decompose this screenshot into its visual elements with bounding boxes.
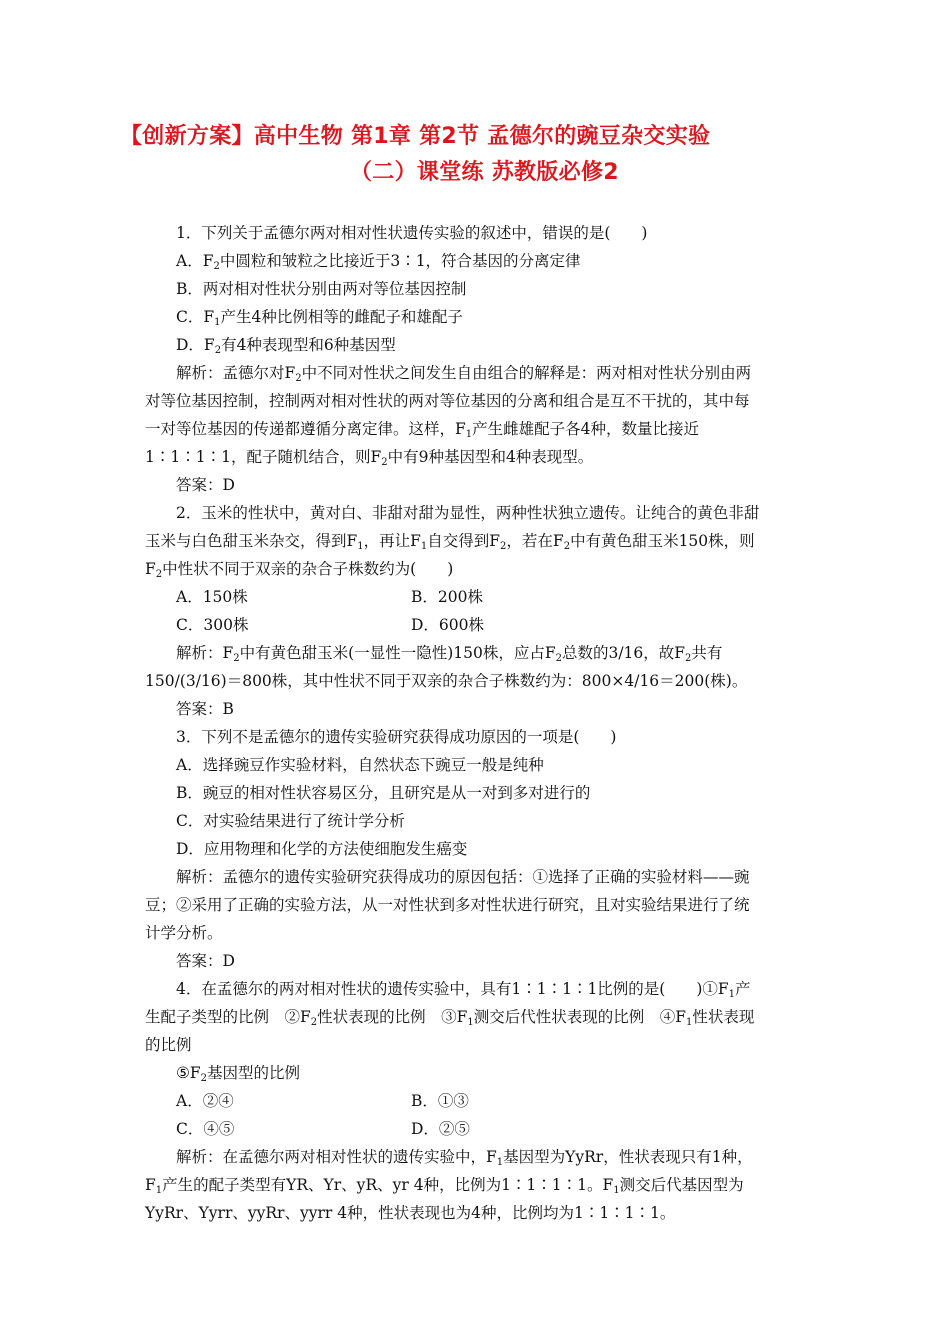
q2-options-row xyxy=(176,583,866,611)
q4-option-c: C．④⑤ xyxy=(176,1120,235,1138)
q4-option-a: A．②④ xyxy=(176,1092,234,1110)
q2-explanation-line: 解析：$F_2$中有黄色甜玉米(一显性一隐性)150株，应占$F_2$总数的3/16，故$F_2$共有 xyxy=(176,644,723,664)
q3-option-d: D．应用物理和化学的方法使细胞发生癌变 xyxy=(176,840,468,858)
q1-option-d: D．$F_2$有4种表现型和6种基因型 xyxy=(176,336,396,356)
q1-explanation-line: 对等位基因控制，控制两对相对性状的两对等位基因的分离和组合是互不干扰的，其中每 xyxy=(145,392,750,410)
q4-stem: $⑤F_2$基因型的比例 xyxy=(176,1064,301,1084)
q3-option-b: B．豌豆的相对性状容易区分，且研究是从一对到多对进行的 xyxy=(176,784,591,802)
q2-option-b: B．200株 xyxy=(411,588,483,606)
q1-answer: 答案：D xyxy=(176,476,235,494)
q4-options-row xyxy=(176,1115,866,1143)
q3-option-c: C．对实验结果进行了统计学分析 xyxy=(176,812,405,830)
q1-stem: 1．下列关于孟德尔两对相对性状遗传实验的叙述中，错误的是( ) xyxy=(176,224,648,242)
q1-option-b: B．两对相对性状分别由两对等位基因控制 xyxy=(176,280,467,298)
q4-stem: 4．在孟德尔的两对相对性状的遗传实验中，具有1∶1∶1∶1比例的是( )$①F_1$产 xyxy=(176,980,751,1000)
q2-option-c: C．300株 xyxy=(176,616,249,634)
q2-option-a: A．150株 xyxy=(176,588,248,606)
q4-explanation-line: 解析：在孟德尔两对相对性状的遗传实验中，$F_1$基因型为YyRr，性状表现只有1种， xyxy=(176,1148,753,1168)
q2-options-row xyxy=(176,611,866,639)
q3-explanation-line: 解析：孟德尔的遗传实验研究获得成功的原因包括：①选择了正确的实验材料——豌 xyxy=(176,868,750,886)
q4-stem: 的比例 xyxy=(145,1036,192,1054)
q3-explanation-line: 豆；②采用了正确的实验方法，从一对性状到多对性状进行研究，且对实验结果进行了统 xyxy=(145,896,750,914)
q1-option-c: C．$F_1$产生4种比例相等的雌配子和雄配子 xyxy=(176,308,463,328)
q2-stem: 玉米与白色甜玉米杂交，得到$F_1$，再让$F_1$自交得到$F_2$，若在$F_2$中有黄色甜玉米150株，则 xyxy=(145,532,755,552)
q4-stem: 生配子类型的比例 $②F_2$性状表现的比例 $③F_1$测交后代性状表现的比例 $④F_1$性状表现 xyxy=(145,1008,755,1028)
q1-explanation-line: 一对等位基因的传递都遵循分离定律。这样，$F_1$产生雌雄配子各4种，数量比接近 xyxy=(145,420,700,440)
q1-explanation-line: 解析：孟德尔对$F_2$中不同对性状之间发生自由组合的解释是：两对相对性状分别由两 xyxy=(176,364,752,384)
q2-option-d: D．600株 xyxy=(411,616,485,634)
page-subtitle: （二）课堂练 苏教版必修2 xyxy=(350,160,619,185)
q3-answer: 答案：D xyxy=(176,952,235,970)
q3-option-a: A．选择豌豆作实验材料，自然状态下豌豆一般是纯种 xyxy=(176,756,544,774)
q2-stem: 2．玉米的性状中，黄对白、非甜对甜为显性，两种性状独立遗传。让纯合的黄色非甜 xyxy=(176,504,760,522)
q3-explanation-line: 计学分析。 xyxy=(145,924,223,942)
q2-answer: 答案：B xyxy=(176,700,234,718)
q4-explanation-line: $F_1$产生的配子类型有YR、Yr、yR、yr 4种，比例为1∶1∶1∶1。$F_1$测交后代基因型为 xyxy=(145,1176,744,1196)
q1-explanation-line: 1∶1∶1∶1，配子随机结合，则$F_2$中有9种基因型和4种表现型。 xyxy=(145,448,594,468)
q4-options-row xyxy=(176,1087,866,1115)
q1-option-a: A．$F_2$中圆粒和皱粒之比接近于3∶1，符合基因的分离定律 xyxy=(176,252,581,272)
q3-stem: 3．下列不是孟德尔的遗传实验研究获得成功原因的一项是( ) xyxy=(176,728,617,746)
q2-stem: $F_2$中性状不同于双亲的杂合子株数约为( ) xyxy=(145,560,454,580)
page-title: 【创新方案】高中生物 第1章 第2节 孟德尔的豌豆杂交实验 xyxy=(120,124,711,149)
q4-option-b: B．①③ xyxy=(411,1092,469,1110)
q4-explanation-line: YyRr、Yyrr、yyRr、yyrr 4种，性状表现也为4种，比例均为1∶1∶1∶1。 xyxy=(145,1204,676,1222)
q2-explanation-line: 150/(3/16)＝800株，其中性状不同于双亲的杂合子株数约为：800×4/16＝200(株)。 xyxy=(145,672,748,690)
q4-option-d: D．②⑤ xyxy=(411,1120,470,1138)
